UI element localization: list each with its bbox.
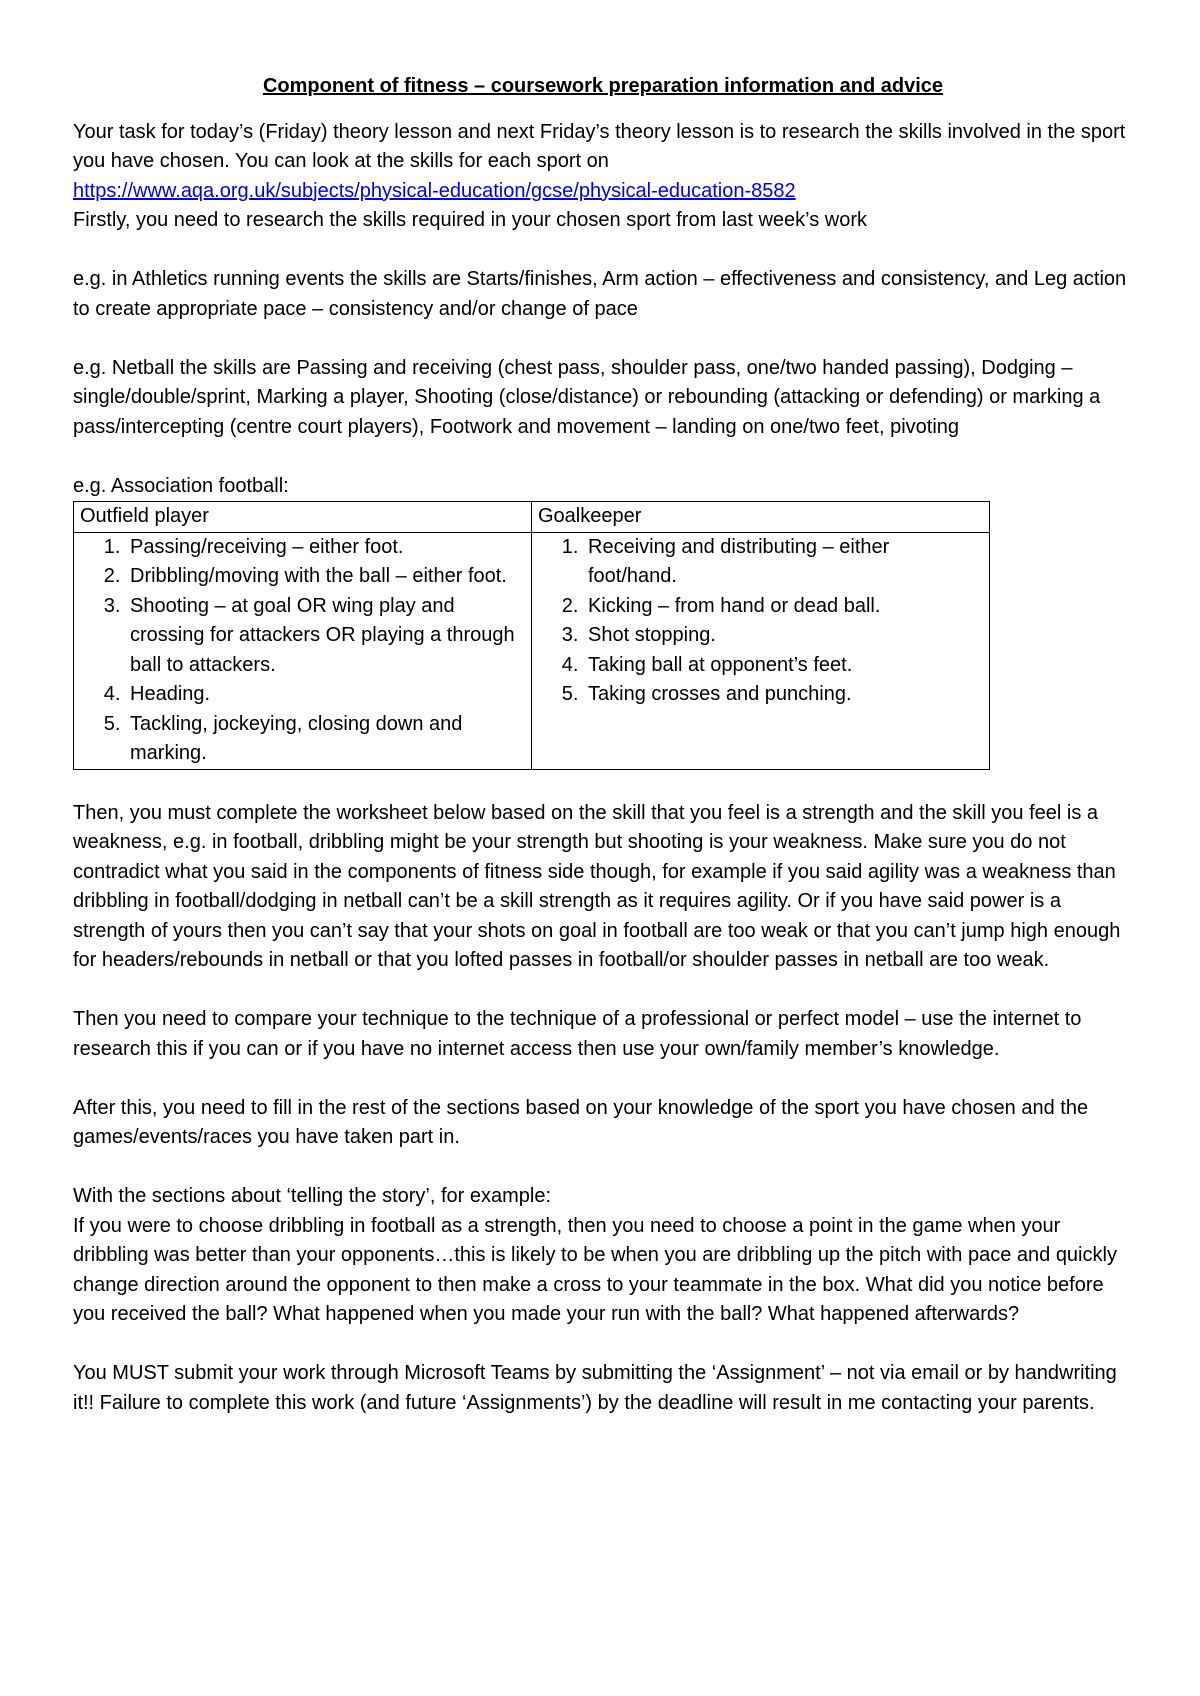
football-skills-table [73, 501, 990, 770]
goalkeeper-cell [532, 532, 990, 769]
list-item: 5. Tackling, jockeying, closing down and marking. [126, 710, 525, 769]
list-item: 5. Taking crosses and punching. [584, 680, 983, 710]
compare-paragraph: Then you need to compare your technique to the technique of a professional or perfect model – use the internet to research this if you can or if you have no internet access then use your own/family member’s knowledge. [73, 1008, 1082, 1060]
outfield-cell [74, 532, 532, 769]
intro-text: Your task for today’s (Friday) theory lesson and next Friday’s theory lesson is to research the skills involved in the sport you have chosen. You can look at the skills for each sport on [73, 120, 1126, 172]
list-item: 1. Passing/receiving – either foot. [126, 533, 525, 563]
story-intro: With the sections about ‘telling the story’, for example: [73, 1185, 552, 1207]
story-paragraph: If you were to choose dribbling in football as a strength, then you need to choose a point in the game when your dribbling was better than your opponents…this is likely to be when you are dribbling up the pitch with pace and quickly change direction around the opponent to then make a cross to your teammate in the box. What did you notice before you received the ball? What happened when you made your run with the ball? What happened afterwards? [73, 1214, 1117, 1325]
intro-followup-text: Firstly, you need to research the skills required in your chosen sport from last week’s work [73, 209, 868, 231]
after-paragraph: After this, you need to fill in the rest of the sections based on your knowledge of the sport you have chosen and the games/events/races you have taken part in. [73, 1096, 1089, 1148]
document-body [73, 72, 1133, 1448]
document-title: Component of fitness – coursework preparation information and advice [262, 75, 944, 97]
intro-paragraph [73, 118, 1133, 236]
table-header-row [74, 502, 990, 533]
worksheet-paragraph: Then, you must complete the worksheet below based on the skill that you feel is a strength and the skill you feel is a weakness, e.g. in football, dribbling might be your strength but shooting is your weakness. Make sure you do not contradict what you said in the components of fitness side though, for example if you said agility was a weakness than dribbling in football/dodging in netball can’t be a skill strength as it requires agility. Or if you have said power is a strength of yours then you can’t say that your shots on goal in football are too weak or that you can’t jump high enough for headers/rebounds in netball or that you lofted passes in football/or shoulder passes in netball are too weak. [73, 801, 1121, 971]
athletics-example: e.g. in Athletics running events the skills are Starts/finishes, Arm action – effectiveness and consistency, and Leg action to create appropriate pace – consistency and/or change of pace [73, 268, 1127, 320]
list-item: 4. Heading. [126, 680, 525, 710]
outfield-header: Outfield player [74, 502, 532, 533]
submit-paragraph: You MUST submit your work through Microsoft Teams by submitting the ‘Assignment’ – not via email or by handwriting it!! Failure to complete this work (and future ‘Assignments’) by the deadline will result in me contacting your parents. [73, 1362, 1117, 1414]
list-item: 1. Receiving and distributing – either foot/hand. [584, 533, 983, 592]
table-row [74, 532, 990, 769]
list-item: 2. Kicking – from hand or dead ball. [584, 592, 983, 622]
list-item: 3. Shot stopping. [584, 621, 983, 651]
goalkeeper-skill-list [538, 533, 983, 710]
goalkeeper-header: Goalkeeper [532, 502, 990, 533]
list-item: 3. Shooting – at goal OR wing play and crossing for attackers OR playing a through ball to attackers. [126, 592, 525, 681]
outfield-skill-list [80, 533, 525, 769]
list-item: 2. Dribbling/moving with the ball – either foot. [126, 562, 525, 592]
list-item: 4. Taking ball at opponent’s feet. [584, 651, 983, 681]
aqa-link[interactable]: https://www.aqa.org.uk/subjects/physical-education/gcse/physical-education-8582 [73, 179, 796, 202]
football-example-label: e.g. Association football: [73, 474, 289, 497]
netball-example: e.g. Netball the skills are Passing and receiving (chest pass, shoulder pass, one/two handed passing), Dodging – single/double/sprint, Marking a player, Shooting (close/distance) or rebounding (attacking or defending) or marking a pass/intercepting (centre court players), Footwork and movement – landing on one/two feet, pivoting [73, 356, 1101, 438]
